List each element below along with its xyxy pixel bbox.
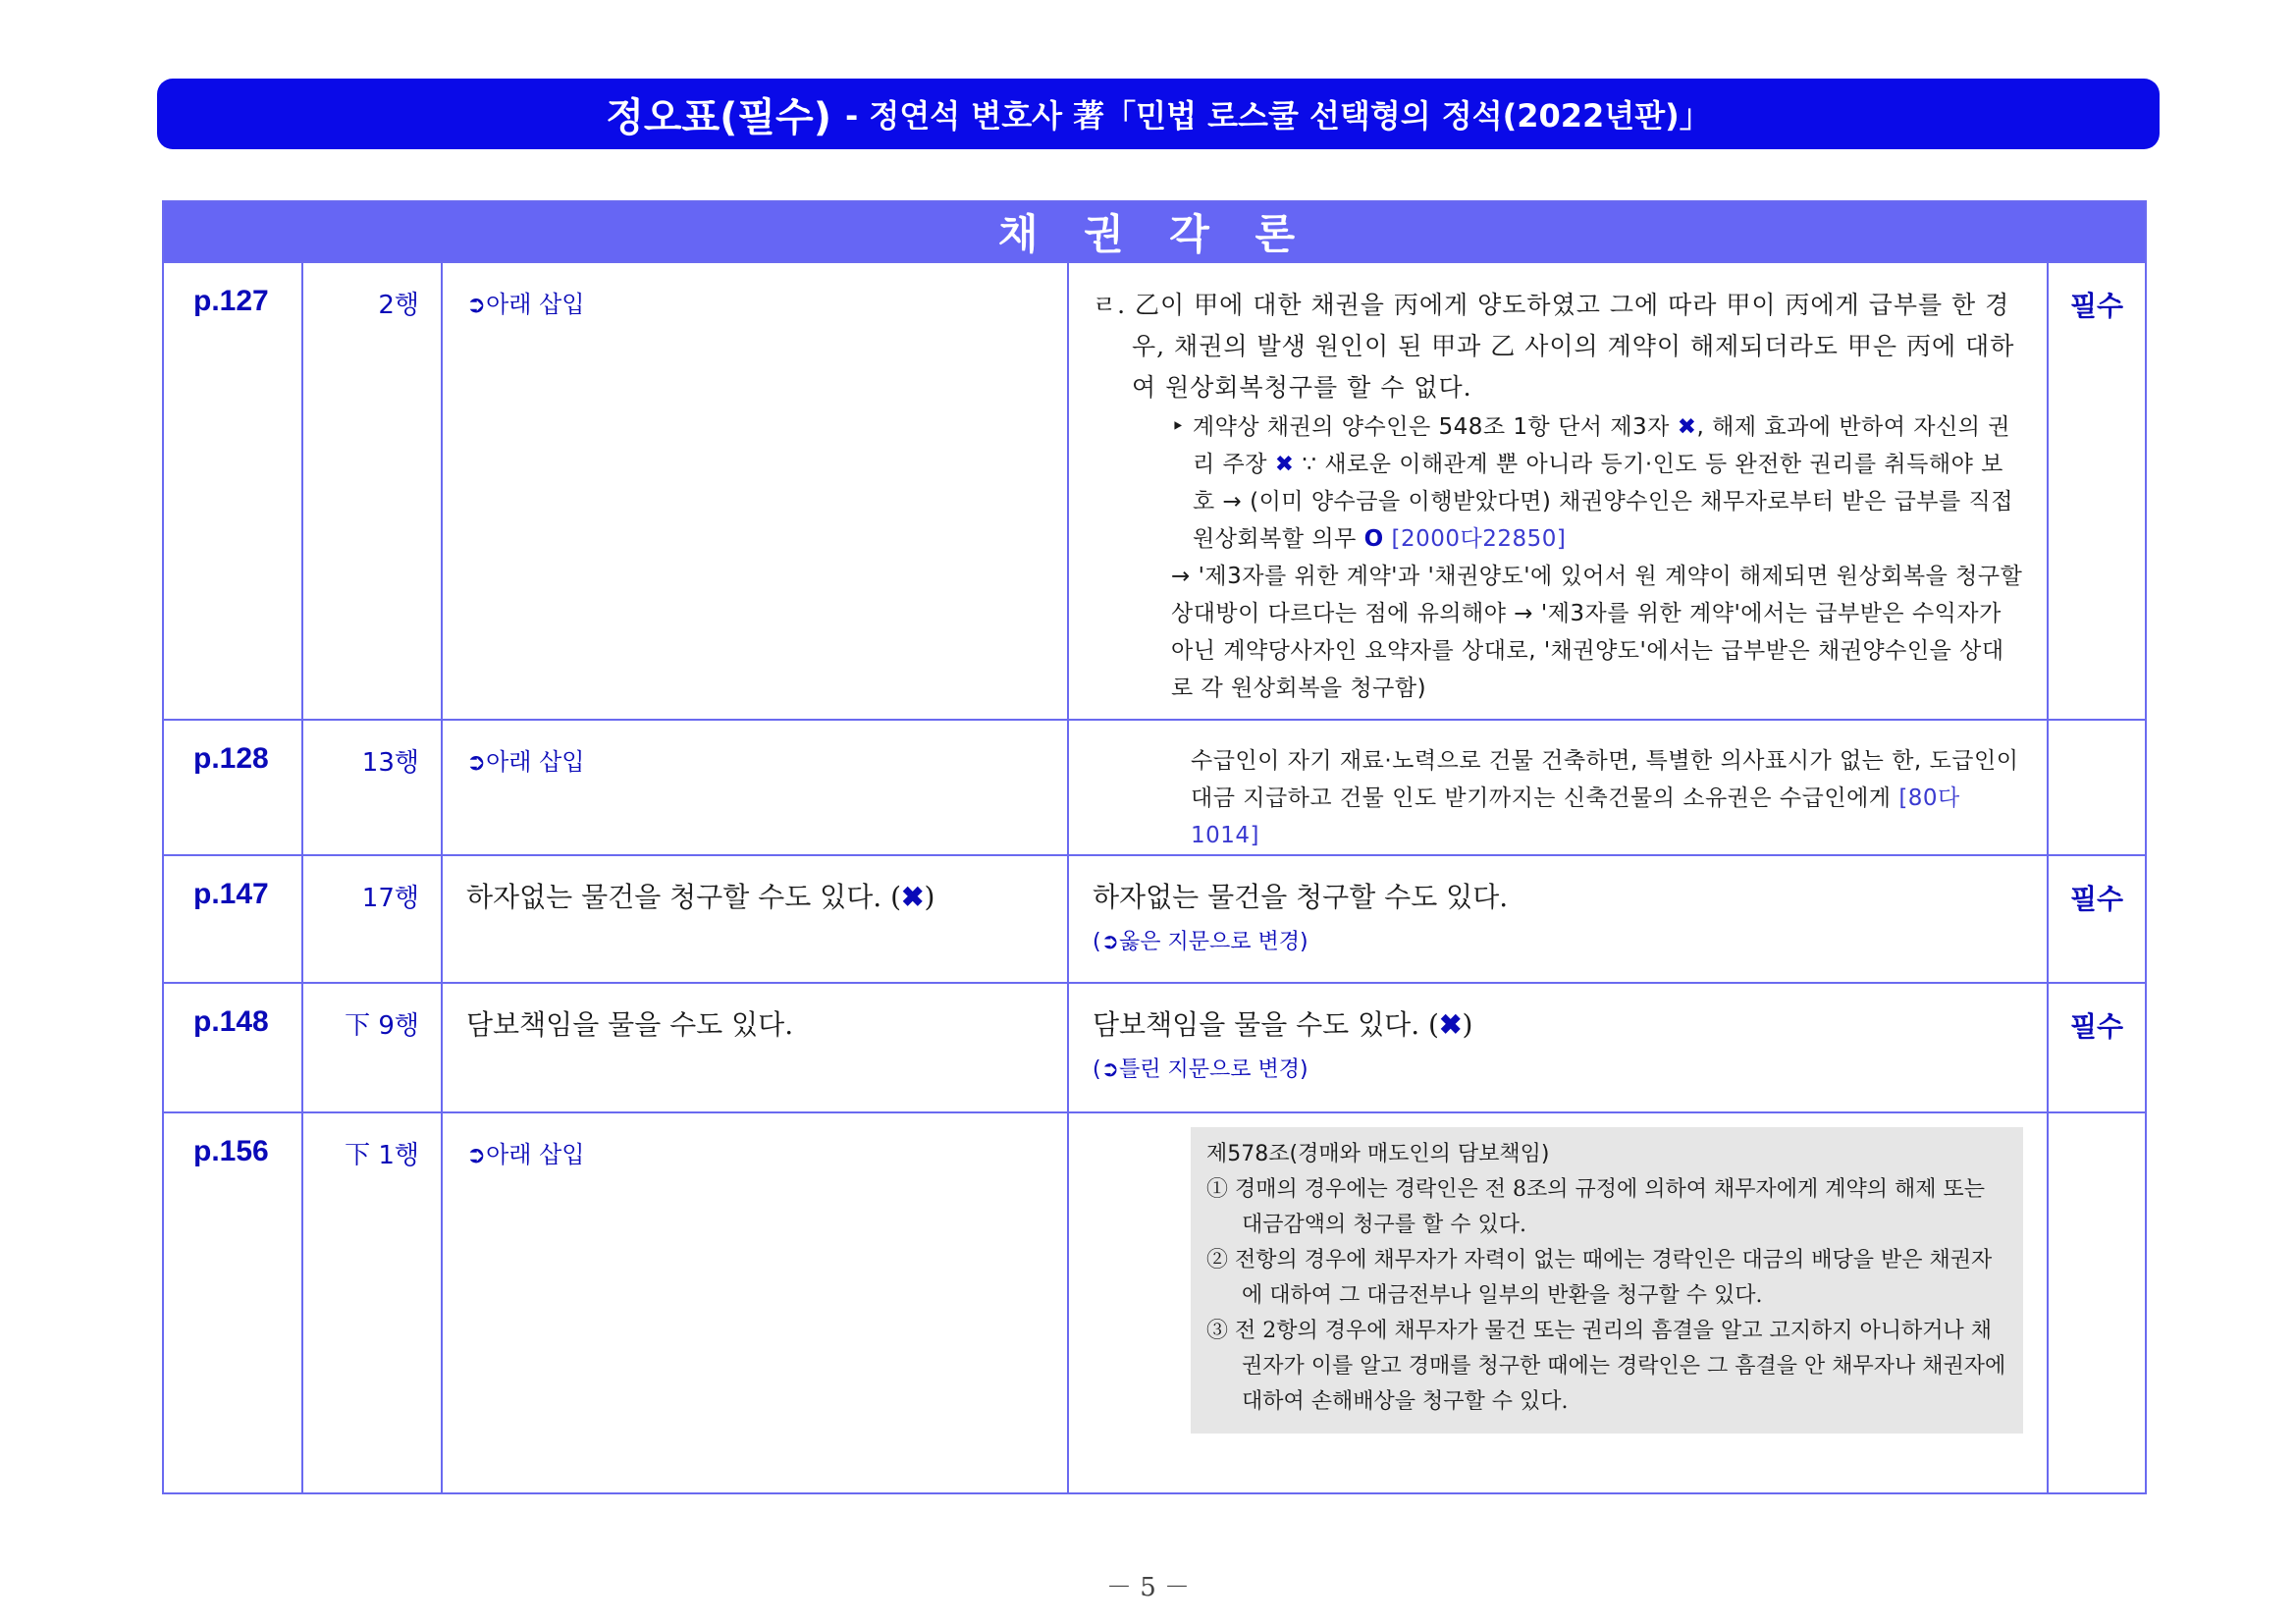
x-mark-icon: ✖ [901, 881, 925, 913]
change-label: (➲옳은 지문으로 변경) [1093, 930, 1308, 954]
correction-cell [1068, 855, 2048, 983]
section-header-row [163, 201, 2146, 262]
page-number: p.148 [163, 983, 302, 1112]
original-text: 하자없는 물건을 청구할 수도 있다. (✖) [466, 881, 935, 913]
errata-table [162, 200, 2147, 1494]
table-row [163, 855, 2146, 983]
correction-cell [1068, 262, 2048, 720]
header-banner [157, 79, 2160, 149]
case-reference: [2000다22850] [1391, 526, 1567, 552]
original-cell [442, 1112, 1068, 1493]
original-text: 담보책임을 물을 수도 있다. [466, 1008, 794, 1041]
correction-text: 수급인이 자기 재료·노력으로 건물 건축하면, 특별한 의사표시가 없는 한, 도급인이 대금 지급하고 건물 인도 받기까지는 신축건물의 소유권은 수급인에게 [80다1014] [1191, 748, 2019, 848]
page-number: p.128 [163, 720, 302, 855]
original-cell [442, 720, 1068, 855]
change-label: (➲틀린 지문으로 변경) [1093, 1057, 1308, 1082]
page-footer: － 5 － [1105, 1573, 1191, 1602]
required-badge [2048, 720, 2146, 855]
line-number: 2행 [302, 262, 442, 720]
insert-label: ➲아래 삽입 [466, 291, 585, 318]
table-row [163, 983, 2146, 1112]
correction-text: 담보책임을 물을 수도 있다. (✖) [1093, 1008, 1473, 1041]
line-number: 17행 [302, 855, 442, 983]
statute-title: 제578조(경매와 매도인의 담보책임) [1206, 1142, 1550, 1166]
required-badge [2048, 1112, 2146, 1493]
correction-cell [1068, 720, 2048, 855]
line-number: 下 1행 [302, 1112, 442, 1493]
required-badge: 필수 [2048, 262, 2146, 720]
original-cell [442, 855, 1068, 983]
line-number: 下 9행 [302, 983, 442, 1112]
x-mark-icon: ✖ [1438, 1008, 1463, 1041]
correction-cell [1068, 983, 2048, 1112]
correction-sub: ‣ 계약상 채권의 양수인은 548조 1항 단서 제3자 ✖, 해제 효과에 반하여 자신의 권리 주장 ✖ ∵ 새로운 이해관계 뿐 아니라 등기·인도 등 완전한 권리를 취득해야 보호 → (이미 양수금을 이행받았다면) 채권양수인은 채무자로부터 받은 급부를 직접 원상회복할 의무 O [2000다22850] [1171, 414, 2013, 552]
statute-clause: ① 경매의 경우에는 경락인은 전 8조의 규정에 의하여 채무자에게 계약의 해제 또는 대금감액의 청구를 할 수 있다. [1206, 1177, 1985, 1237]
insert-label: ➲아래 삽입 [466, 748, 585, 776]
original-cell [442, 983, 1068, 1112]
page-number: p.127 [163, 262, 302, 720]
original-cell [442, 262, 1068, 720]
statute-clause: ② 전항의 경우에 채무자가 자력이 없는 때에는 경락인은 대금의 배당을 받은 채권자에 대하여 그 대금전부나 일부의 반환을 청구할 수 있다. [1206, 1248, 1993, 1308]
banner-subtitle: - 정연석 변호사 著「민법 로스쿨 선택형의 정석(2022년판)」 [844, 97, 1711, 135]
correction-text: 하자없는 물건을 청구할 수도 있다. [1093, 881, 1509, 913]
page-number: p.156 [163, 1112, 302, 1493]
required-badge: 필수 [2048, 855, 2146, 983]
page-number: p.147 [163, 855, 302, 983]
x-mark-icon: ✖ [1274, 452, 1295, 477]
table-row [163, 1112, 2146, 1493]
table-row [163, 262, 2146, 720]
correction-cell [1068, 1112, 2048, 1493]
table-row [163, 720, 2146, 855]
banner-title: 정오표(필수) [606, 94, 831, 140]
correction-note: → '제3자를 위한 계약'과 '채권양도'에 있어서 원 계약이 해제되면 원상회복을 청구할 상대방이 다르다는 점에 유의해야 → '제3자를 위한 계약'에서는 급부받은 수익자가 아닌 계약당사자인 요약자를 상대로, '채권양도'에서는 급부받은 채권양수인을 상대로 각 원상회복을 청구함) [1171, 564, 2023, 701]
statute-box [1191, 1127, 2023, 1434]
line-number: 13행 [302, 720, 442, 855]
statute-clause: ③ 전 2항의 경우에 채무자가 물건 또는 권리의 흠결을 알고 고지하지 아니하거나 채권자가 이를 알고 경매를 청구한 때에는 경락인은 그 흠결을 안 채무자나 채권자에 대하여 손해배상을 청구할 수 있다. [1206, 1319, 2006, 1414]
insert-label: ➲아래 삽입 [466, 1141, 585, 1168]
correction-main: ㄹ. 乙이 甲에 대한 채권을 丙에게 양도하였고 그에 따라 甲이 丙에게 급부를 한 경우, 채권의 발생 원인이 된 甲과 乙 사이의 계약이 해제되더라도 甲은 丙에 대하여 원상회복청구를 할 수 없다. [1093, 291, 2015, 402]
case-reference: [80다1014] [1191, 785, 1960, 848]
o-mark-icon: O [1363, 526, 1384, 552]
section-title: 채 권 각 론 [163, 201, 2146, 262]
x-mark-icon: ✖ [1677, 414, 1697, 440]
required-badge: 필수 [2048, 983, 2146, 1112]
